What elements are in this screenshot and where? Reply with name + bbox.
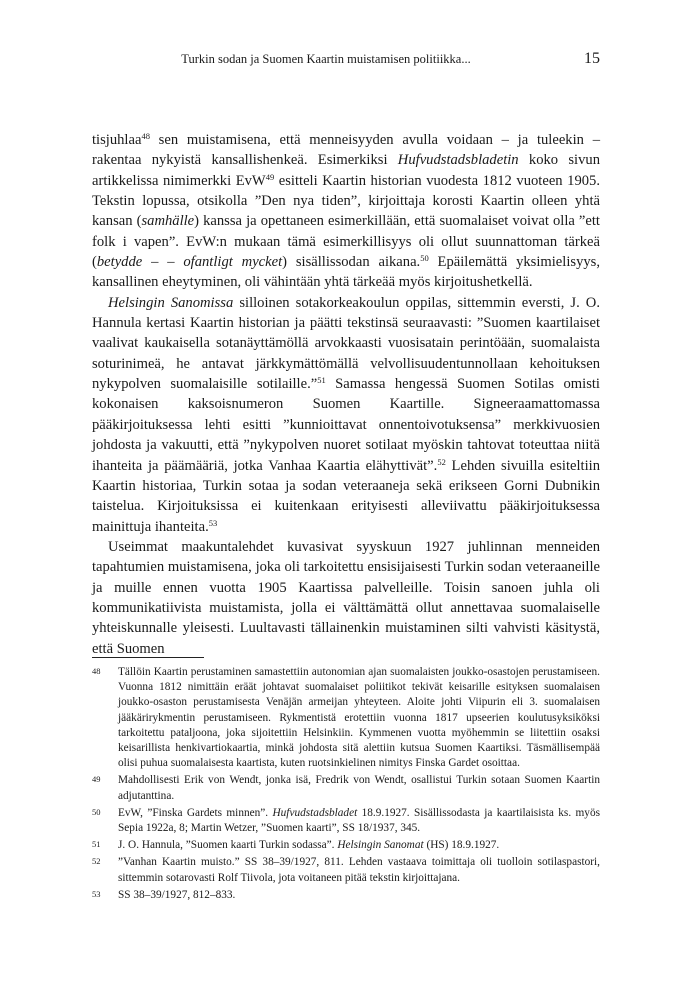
footnote xyxy=(92,665,600,771)
footnote-number: 48 xyxy=(92,666,101,676)
footnote xyxy=(92,888,600,903)
text-run: J. O. Hannula, ”Suomen kaarti Turkin sodassa”. xyxy=(118,839,338,852)
italic-text: Helsingin Sanomat xyxy=(337,839,424,852)
text-run: Useimmat maakuntalehdet kuvasivat syyskuun 1927 juhlinnan menneiden tapahtumien muistamisena, joka oli tarkoitettu ensisijaisesti Turkin sodan veteraaneille ja muille ennen vuotta 1905 Kaartissa palvelleille. Toisin sanoen juhla oli kommunikatiivista muistamista, jolla ei välttämättä ollut annettavaa suomalaiselle yhteiskunnalle yleisesti. Luultavasti tällainenkin muistaminen silti vahvisti käsitystä, että Suomen xyxy=(92,538,600,657)
text-run: sen muistamisena, että menneisyyden avulla voidaan – ja tuleekin – rakentaa nykyistä kansallishenkeä. Esimerkiksi xyxy=(92,132,600,169)
text-run: ) sisällissodan aikana. xyxy=(282,254,421,271)
footnote-ref: 49 xyxy=(265,171,275,182)
italic-text: samhälle xyxy=(141,213,195,230)
text-run: ”Vanhan Kaartin muisto.” SS 38–39/1927, 811. Lehden vastaava toimittaja oli tuolloin sotilaspastori, sittemmin sotarovasti Rolf Tiivola, jota voitaneen pitää tekstin kirjoittajana. xyxy=(118,856,600,884)
body-paragraph xyxy=(92,130,600,293)
footnotes xyxy=(92,665,600,905)
footnote-ref: 50 xyxy=(420,253,429,264)
text-run: silloinen sotakorkeakoulun oppilas, sittemmin eversti, J. O. Hannula kertasi Kaartin historian ja päätti tekstinsä seuraavasti: ”Suomen kaartilaiset vaalivat kaukaisella sotanäyttämöllä arvokkaasti vuosisatain perintöään, suomalaista soturinimeä, he antavat järkkymättömällä velvollisuudentunnollaan kehoituksen nykypolven suomalaisille sotilaille.” xyxy=(92,294,600,393)
footnote-number: 50 xyxy=(92,806,101,817)
text-run: Mahdollisesti Erik von Wendt, jonka isä, Fredrik von Wendt, osallistui Turkin sotaan Suomen Kaartin adjutanttina. xyxy=(118,774,600,802)
footnote xyxy=(92,838,600,853)
text-run: EvW, ”Finska Gardets minnen”. xyxy=(118,806,273,819)
text-run: 18.9.1927. Sisällissodasta ja kaartilaisista ks. myös Sepia 1922a, 8; Martin Wetzer, ”Suomen kaarti”, SS 18/1937, 345. xyxy=(118,806,600,835)
page-number: 15 xyxy=(584,50,600,67)
footnote-ref: 51 xyxy=(317,375,326,386)
footnote xyxy=(92,855,600,885)
body-paragraph xyxy=(92,537,600,659)
text-run: (HS) 18.9.1927. xyxy=(423,839,500,852)
text-run: ) kanssa ja opettaneen esimerkillään, että suomalaiset voivat olla ”ett folk i vapen”. EvW:n mukaan tämä esimerkillisyys oli ollut suunnattoman tärkeä ( xyxy=(92,213,600,271)
body-text xyxy=(92,130,600,659)
footnote-separator xyxy=(92,657,204,658)
text-run: Lehden sivuilla esiteltiin Kaartin historiaa, Turkin sotaa ja sodan veteraaneja sekä erikseen Gorni Dubnikin taistelua. Kirjoituksissa ei kuitenkaan erityisesti alleviivattu pääkirjoituksessa mainittuja ihanteita. xyxy=(92,457,601,535)
italic-text: Hufvudstadsbladet xyxy=(272,806,358,819)
text-run: Epäilemättä yksimielisyys, kansallinen eheytyminen, oli vähintään yhtä tärkeää myös kirjoitushetkellä. xyxy=(92,254,600,291)
footnote xyxy=(92,806,600,836)
italic-text: betydde – – ofantligt mycket xyxy=(96,254,283,271)
text-run: Tällöin Kaartin perustaminen samastettiin autonomian ajan suomalaisten joukko-osastojen perustamiseen. Vuonna 1812 nimittäin eräät johtavat suomalaiset poliitikot tekivät keisarille esityksen suomalaisen joukko-osaston perustamisesta Venäjän armeijan yhteyteen. Aloite johti Viipurin eli 3. suomalaisen jääkärirykmentin perustamiseen. Rykmentistä erotettiin vuonna 1817 upseerien koulutusyksiköksi tarkoitettu pataljoona, joka sijoitettiin Helsinkiin. Kymmenen vuotta myöhemmin se liitettiin osaksi keisarillista henkivartiokaartia, minkä johdosta sitä alettiin kutsua Suomen Kaartiksi. Täsmällisempää olisi puhua suomalaisesta kaartista, kuten ruotsinkielinen nimitys Finska Gardet osoittaa. xyxy=(118,666,600,770)
text-run: koko sivun artikkelissa nimimerkki EvW xyxy=(92,152,600,189)
running-header xyxy=(92,50,600,74)
footnote-ref: 53 xyxy=(208,517,218,528)
body-paragraph xyxy=(92,293,600,537)
text-run: Samassa hengessä Suomen Sotilas omisti kokonaisen kaksoisnumeron Suomen Kaartille. Signeeraamattomassa pääkirjoituksessa lehti esitti ”kunnioittavat onnentoivotuksensa” merkkivuosien johdosta ja vakuutti, että ”nykypolven nuoret sotilaat myöskin tahtovat toteuttaa niitä ihanteita ja päämääriä, jotka Vanhaa Kaartia elähyttivät”. xyxy=(92,376,600,474)
footnote-number: 49 xyxy=(92,774,101,785)
footnote-ref: 48 xyxy=(141,131,150,141)
footnote-number: 52 xyxy=(92,856,101,867)
running-title: Turkin sodan ja Suomen Kaartin muistamisen politiikka... xyxy=(181,52,471,66)
text-run: SS 38–39/1927, 812–833. xyxy=(118,888,236,901)
italic-text: Helsingin Sanomissa xyxy=(108,294,234,311)
text-run: tisjuhlaa xyxy=(92,132,142,148)
footnote-number: 51 xyxy=(92,839,101,850)
italic-text: Hufvudstadsbladetin xyxy=(397,152,519,169)
text-run: esitteli Kaartin historian vuodesta 1812 vuoteen 1905. Tekstin lopussa, otsikolla ”Den nya tiden”, kirjoittaja korosti Kaartin olleen yhtä kansan ( xyxy=(92,172,601,230)
footnote-number: 53 xyxy=(92,888,101,899)
footnote-ref: 52 xyxy=(437,456,446,467)
footnote xyxy=(92,773,600,803)
